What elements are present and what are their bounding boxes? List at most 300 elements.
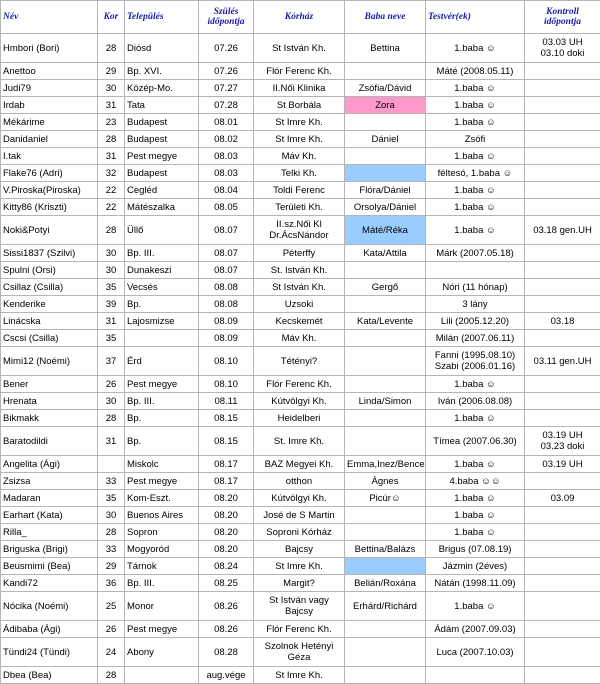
cell-siblings[interactable] <box>426 575 525 592</box>
cell-siblings[interactable] <box>426 376 525 393</box>
cell-name[interactable] <box>1 182 98 199</box>
table-row[interactable] <box>1 558 600 575</box>
cell-age[interactable] <box>98 473 125 490</box>
cell-birth-date[interactable] <box>199 524 254 541</box>
cell-baby-name[interactable] <box>345 393 426 410</box>
cell-checkup-date[interactable] <box>525 165 600 182</box>
cell-name[interactable] <box>1 245 98 262</box>
cell-baby-name[interactable] <box>345 592 426 621</box>
cell-age[interactable] <box>98 97 125 114</box>
cell-age[interactable] <box>98 262 125 279</box>
cell-town[interactable] <box>125 456 199 473</box>
cell-siblings[interactable] <box>426 473 525 490</box>
cell-hospital[interactable] <box>254 638 345 667</box>
cell-siblings[interactable] <box>426 131 525 148</box>
cell-birth-date[interactable] <box>199 313 254 330</box>
cell-checkup-date[interactable] <box>525 592 600 621</box>
cell-town[interactable] <box>125 34 199 63</box>
cell-town[interactable] <box>125 131 199 148</box>
cell-birth-date[interactable] <box>199 456 254 473</box>
cell-birth-date[interactable] <box>199 245 254 262</box>
cell-town[interactable] <box>125 114 199 131</box>
cell-name[interactable] <box>1 313 98 330</box>
cell-siblings[interactable] <box>426 63 525 80</box>
cell-baby-name[interactable] <box>345 507 426 524</box>
cell-age[interactable] <box>98 279 125 296</box>
table-row[interactable] <box>1 114 600 131</box>
table-row[interactable] <box>1 279 600 296</box>
cell-checkup-date[interactable] <box>525 507 600 524</box>
cell-baby-name[interactable] <box>345 80 426 97</box>
cell-hospital[interactable] <box>254 216 345 245</box>
cell-town[interactable] <box>125 148 199 165</box>
cell-town[interactable] <box>125 313 199 330</box>
cell-siblings[interactable] <box>426 592 525 621</box>
table-row[interactable] <box>1 524 600 541</box>
cell-hospital[interactable] <box>254 80 345 97</box>
cell-birth-date[interactable] <box>199 347 254 376</box>
cell-birth-date[interactable] <box>199 199 254 216</box>
cell-checkup-date[interactable] <box>525 216 600 245</box>
table-row[interactable] <box>1 63 600 80</box>
table-row[interactable] <box>1 148 600 165</box>
table-row[interactable] <box>1 34 600 63</box>
cell-siblings[interactable] <box>426 114 525 131</box>
cell-birth-date[interactable] <box>199 541 254 558</box>
cell-age[interactable] <box>98 592 125 621</box>
cell-age[interactable] <box>98 667 125 684</box>
cell-name[interactable] <box>1 621 98 638</box>
cell-siblings[interactable] <box>426 427 525 456</box>
cell-age[interactable] <box>98 80 125 97</box>
cell-baby-name[interactable] <box>345 410 426 427</box>
table-row[interactable] <box>1 621 600 638</box>
cell-checkup-date[interactable] <box>525 347 600 376</box>
cell-birth-date[interactable] <box>199 473 254 490</box>
cell-birth-date[interactable] <box>199 410 254 427</box>
cell-hospital[interactable] <box>254 456 345 473</box>
cell-town[interactable] <box>125 575 199 592</box>
cell-age[interactable] <box>98 245 125 262</box>
cell-hospital[interactable] <box>254 114 345 131</box>
cell-age[interactable] <box>98 63 125 80</box>
cell-birth-date[interactable] <box>199 63 254 80</box>
cell-birth-date[interactable] <box>199 182 254 199</box>
cell-hospital[interactable] <box>254 199 345 216</box>
cell-siblings[interactable] <box>426 667 525 684</box>
cell-checkup-date[interactable] <box>525 524 600 541</box>
cell-siblings[interactable] <box>426 216 525 245</box>
cell-age[interactable] <box>98 456 125 473</box>
cell-siblings[interactable] <box>426 507 525 524</box>
cell-age[interactable] <box>98 296 125 313</box>
cell-hospital[interactable] <box>254 427 345 456</box>
cell-baby-name[interactable] <box>345 216 426 245</box>
cell-hospital[interactable] <box>254 296 345 313</box>
cell-baby-name[interactable] <box>345 427 426 456</box>
cell-checkup-date[interactable] <box>525 558 600 575</box>
table-row[interactable] <box>1 638 600 667</box>
cell-town[interactable] <box>125 524 199 541</box>
cell-baby-name[interactable] <box>345 490 426 507</box>
cell-age[interactable] <box>98 393 125 410</box>
table-row[interactable] <box>1 541 600 558</box>
cell-baby-name[interactable] <box>345 621 426 638</box>
cell-name[interactable] <box>1 393 98 410</box>
cell-baby-name[interactable] <box>345 63 426 80</box>
cell-name[interactable] <box>1 97 98 114</box>
cell-siblings[interactable] <box>426 313 525 330</box>
cell-checkup-date[interactable] <box>525 34 600 63</box>
cell-age[interactable] <box>98 131 125 148</box>
cell-birth-date[interactable] <box>199 638 254 667</box>
cell-checkup-date[interactable] <box>525 97 600 114</box>
cell-town[interactable] <box>125 592 199 621</box>
cell-siblings[interactable] <box>426 182 525 199</box>
cell-town[interactable] <box>125 245 199 262</box>
cell-name[interactable] <box>1 638 98 667</box>
cell-town[interactable] <box>125 473 199 490</box>
cell-town[interactable] <box>125 490 199 507</box>
cell-town[interactable] <box>125 296 199 313</box>
table-row[interactable] <box>1 575 600 592</box>
cell-siblings[interactable] <box>426 456 525 473</box>
cell-checkup-date[interactable] <box>525 245 600 262</box>
cell-name[interactable] <box>1 667 98 684</box>
table-row[interactable] <box>1 296 600 313</box>
cell-birth-date[interactable] <box>199 558 254 575</box>
cell-checkup-date[interactable] <box>525 182 600 199</box>
cell-town[interactable] <box>125 410 199 427</box>
cell-hospital[interactable] <box>254 182 345 199</box>
cell-age[interactable] <box>98 34 125 63</box>
cell-age[interactable] <box>98 490 125 507</box>
cell-checkup-date[interactable] <box>525 473 600 490</box>
cell-siblings[interactable] <box>426 34 525 63</box>
cell-name[interactable] <box>1 473 98 490</box>
cell-baby-name[interactable] <box>345 347 426 376</box>
cell-age[interactable] <box>98 507 125 524</box>
table-row[interactable] <box>1 199 600 216</box>
cell-name[interactable] <box>1 80 98 97</box>
cell-hospital[interactable] <box>254 376 345 393</box>
cell-baby-name[interactable] <box>345 638 426 667</box>
cell-checkup-date[interactable] <box>525 262 600 279</box>
cell-name[interactable] <box>1 148 98 165</box>
cell-birth-date[interactable] <box>199 490 254 507</box>
cell-hospital[interactable] <box>254 473 345 490</box>
cell-siblings[interactable] <box>426 330 525 347</box>
cell-hospital[interactable] <box>254 592 345 621</box>
cell-hospital[interactable] <box>254 667 345 684</box>
cell-birth-date[interactable] <box>199 330 254 347</box>
cell-baby-name[interactable] <box>345 541 426 558</box>
table-row[interactable] <box>1 245 600 262</box>
cell-checkup-date[interactable] <box>525 667 600 684</box>
cell-age[interactable] <box>98 165 125 182</box>
cell-baby-name[interactable] <box>345 245 426 262</box>
cell-baby-name[interactable] <box>345 34 426 63</box>
cell-birth-date[interactable] <box>199 507 254 524</box>
cell-siblings[interactable] <box>426 638 525 667</box>
cell-name[interactable] <box>1 63 98 80</box>
cell-age[interactable] <box>98 621 125 638</box>
cell-baby-name[interactable] <box>345 148 426 165</box>
table-row[interactable] <box>1 667 600 684</box>
cell-town[interactable] <box>125 216 199 245</box>
cell-hospital[interactable] <box>254 148 345 165</box>
table-row[interactable] <box>1 507 600 524</box>
cell-town[interactable] <box>125 376 199 393</box>
cell-baby-name[interactable] <box>345 667 426 684</box>
cell-name[interactable] <box>1 34 98 63</box>
cell-siblings[interactable] <box>426 262 525 279</box>
table-row[interactable] <box>1 473 600 490</box>
cell-checkup-date[interactable] <box>525 148 600 165</box>
cell-hospital[interactable] <box>254 621 345 638</box>
table-row[interactable] <box>1 456 600 473</box>
cell-baby-name[interactable] <box>345 131 426 148</box>
cell-hospital[interactable] <box>254 575 345 592</box>
cell-town[interactable] <box>125 558 199 575</box>
cell-name[interactable] <box>1 507 98 524</box>
cell-hospital[interactable] <box>254 279 345 296</box>
cell-checkup-date[interactable] <box>525 621 600 638</box>
cell-checkup-date[interactable] <box>525 114 600 131</box>
cell-checkup-date[interactable] <box>525 330 600 347</box>
cell-siblings[interactable] <box>426 296 525 313</box>
cell-siblings[interactable] <box>426 558 525 575</box>
cell-checkup-date[interactable] <box>525 456 600 473</box>
cell-checkup-date[interactable] <box>525 490 600 507</box>
cell-hospital[interactable] <box>254 131 345 148</box>
cell-hospital[interactable] <box>254 347 345 376</box>
cell-siblings[interactable] <box>426 347 525 376</box>
cell-town[interactable] <box>125 667 199 684</box>
cell-checkup-date[interactable] <box>525 199 600 216</box>
cell-town[interactable] <box>125 541 199 558</box>
table-row[interactable] <box>1 97 600 114</box>
cell-hospital[interactable] <box>254 507 345 524</box>
cell-age[interactable] <box>98 427 125 456</box>
cell-hospital[interactable] <box>254 490 345 507</box>
cell-checkup-date[interactable] <box>525 541 600 558</box>
cell-birth-date[interactable] <box>199 575 254 592</box>
cell-baby-name[interactable] <box>345 182 426 199</box>
cell-name[interactable] <box>1 262 98 279</box>
cell-checkup-date[interactable] <box>525 575 600 592</box>
cell-name[interactable] <box>1 131 98 148</box>
cell-birth-date[interactable] <box>199 621 254 638</box>
cell-age[interactable] <box>98 216 125 245</box>
cell-birth-date[interactable] <box>199 296 254 313</box>
cell-town[interactable] <box>125 507 199 524</box>
cell-age[interactable] <box>98 330 125 347</box>
cell-siblings[interactable] <box>426 393 525 410</box>
cell-siblings[interactable] <box>426 279 525 296</box>
cell-town[interactable] <box>125 621 199 638</box>
cell-hospital[interactable] <box>254 541 345 558</box>
cell-hospital[interactable] <box>254 245 345 262</box>
cell-birth-date[interactable] <box>199 80 254 97</box>
cell-town[interactable] <box>125 393 199 410</box>
cell-town[interactable] <box>125 427 199 456</box>
cell-town[interactable] <box>125 638 199 667</box>
cell-checkup-date[interactable] <box>525 427 600 456</box>
cell-baby-name[interactable] <box>345 313 426 330</box>
cell-name[interactable] <box>1 456 98 473</box>
cell-birth-date[interactable] <box>199 114 254 131</box>
cell-town[interactable] <box>125 63 199 80</box>
cell-baby-name[interactable] <box>345 296 426 313</box>
cell-hospital[interactable] <box>254 524 345 541</box>
cell-town[interactable] <box>125 182 199 199</box>
cell-hospital[interactable] <box>254 262 345 279</box>
cell-name[interactable] <box>1 296 98 313</box>
cell-baby-name[interactable] <box>345 524 426 541</box>
cell-baby-name[interactable] <box>345 473 426 490</box>
cell-name[interactable] <box>1 199 98 216</box>
table-row[interactable] <box>1 410 600 427</box>
cell-town[interactable] <box>125 279 199 296</box>
cell-age[interactable] <box>98 575 125 592</box>
cell-name[interactable] <box>1 541 98 558</box>
cell-baby-name[interactable] <box>345 97 426 114</box>
table-row[interactable] <box>1 182 600 199</box>
cell-birth-date[interactable] <box>199 165 254 182</box>
cell-age[interactable] <box>98 347 125 376</box>
cell-town[interactable] <box>125 97 199 114</box>
cell-name[interactable] <box>1 524 98 541</box>
cell-birth-date[interactable] <box>199 216 254 245</box>
cell-name[interactable] <box>1 347 98 376</box>
cell-checkup-date[interactable] <box>525 410 600 427</box>
cell-hospital[interactable] <box>254 97 345 114</box>
cell-checkup-date[interactable] <box>525 296 600 313</box>
cell-baby-name[interactable] <box>345 114 426 131</box>
cell-birth-date[interactable] <box>199 262 254 279</box>
cell-birth-date[interactable] <box>199 592 254 621</box>
cell-age[interactable] <box>98 148 125 165</box>
table-row[interactable] <box>1 393 600 410</box>
cell-birth-date[interactable] <box>199 427 254 456</box>
cell-checkup-date[interactable] <box>525 80 600 97</box>
cell-name[interactable] <box>1 216 98 245</box>
cell-birth-date[interactable] <box>199 393 254 410</box>
cell-name[interactable] <box>1 410 98 427</box>
cell-baby-name[interactable] <box>345 575 426 592</box>
cell-age[interactable] <box>98 182 125 199</box>
cell-siblings[interactable] <box>426 165 525 182</box>
cell-name[interactable] <box>1 330 98 347</box>
table-row[interactable] <box>1 80 600 97</box>
cell-checkup-date[interactable] <box>525 313 600 330</box>
cell-birth-date[interactable] <box>199 97 254 114</box>
cell-name[interactable] <box>1 376 98 393</box>
cell-checkup-date[interactable] <box>525 638 600 667</box>
cell-birth-date[interactable] <box>199 131 254 148</box>
cell-age[interactable] <box>98 524 125 541</box>
cell-baby-name[interactable] <box>345 376 426 393</box>
cell-baby-name[interactable] <box>345 456 426 473</box>
cell-baby-name[interactable] <box>345 165 426 182</box>
cell-siblings[interactable] <box>426 524 525 541</box>
cell-name[interactable] <box>1 279 98 296</box>
cell-baby-name[interactable] <box>345 262 426 279</box>
cell-age[interactable] <box>98 199 125 216</box>
cell-age[interactable] <box>98 410 125 427</box>
cell-siblings[interactable] <box>426 410 525 427</box>
cell-age[interactable] <box>98 541 125 558</box>
cell-name[interactable] <box>1 165 98 182</box>
table-row[interactable] <box>1 165 600 182</box>
cell-siblings[interactable] <box>426 621 525 638</box>
cell-hospital[interactable] <box>254 558 345 575</box>
table-row[interactable] <box>1 262 600 279</box>
cell-age[interactable] <box>98 558 125 575</box>
table-row[interactable] <box>1 592 600 621</box>
cell-name[interactable] <box>1 575 98 592</box>
cell-town[interactable] <box>125 199 199 216</box>
cell-name[interactable] <box>1 427 98 456</box>
cell-baby-name[interactable] <box>345 199 426 216</box>
cell-birth-date[interactable] <box>199 376 254 393</box>
cell-siblings[interactable] <box>426 97 525 114</box>
cell-name[interactable] <box>1 490 98 507</box>
cell-baby-name[interactable] <box>345 330 426 347</box>
cell-baby-name[interactable] <box>345 279 426 296</box>
table-row[interactable] <box>1 216 600 245</box>
cell-hospital[interactable] <box>254 63 345 80</box>
cell-siblings[interactable] <box>426 148 525 165</box>
cell-siblings[interactable] <box>426 245 525 262</box>
cell-name[interactable] <box>1 558 98 575</box>
cell-siblings[interactable] <box>426 490 525 507</box>
cell-name[interactable] <box>1 592 98 621</box>
cell-siblings[interactable] <box>426 80 525 97</box>
cell-name[interactable] <box>1 114 98 131</box>
table-row[interactable] <box>1 330 600 347</box>
cell-age[interactable] <box>98 313 125 330</box>
cell-checkup-date[interactable] <box>525 63 600 80</box>
cell-checkup-date[interactable] <box>525 131 600 148</box>
table-row[interactable] <box>1 347 600 376</box>
cell-town[interactable] <box>125 80 199 97</box>
cell-checkup-date[interactable] <box>525 393 600 410</box>
cell-town[interactable] <box>125 330 199 347</box>
cell-siblings[interactable] <box>426 541 525 558</box>
cell-siblings[interactable] <box>426 199 525 216</box>
cell-birth-date[interactable] <box>199 148 254 165</box>
table-row[interactable] <box>1 427 600 456</box>
cell-hospital[interactable] <box>254 165 345 182</box>
cell-age[interactable] <box>98 376 125 393</box>
cell-age[interactable] <box>98 638 125 667</box>
cell-checkup-date[interactable] <box>525 376 600 393</box>
cell-hospital[interactable] <box>254 393 345 410</box>
cell-town[interactable] <box>125 165 199 182</box>
table-row[interactable] <box>1 313 600 330</box>
cell-birth-date[interactable] <box>199 34 254 63</box>
cell-hospital[interactable] <box>254 313 345 330</box>
cell-checkup-date[interactable] <box>525 279 600 296</box>
cell-hospital[interactable] <box>254 410 345 427</box>
cell-birth-date[interactable] <box>199 279 254 296</box>
cell-baby-name[interactable] <box>345 558 426 575</box>
cell-hospital[interactable] <box>254 330 345 347</box>
cell-birth-date[interactable] <box>199 667 254 684</box>
table-row[interactable] <box>1 131 600 148</box>
